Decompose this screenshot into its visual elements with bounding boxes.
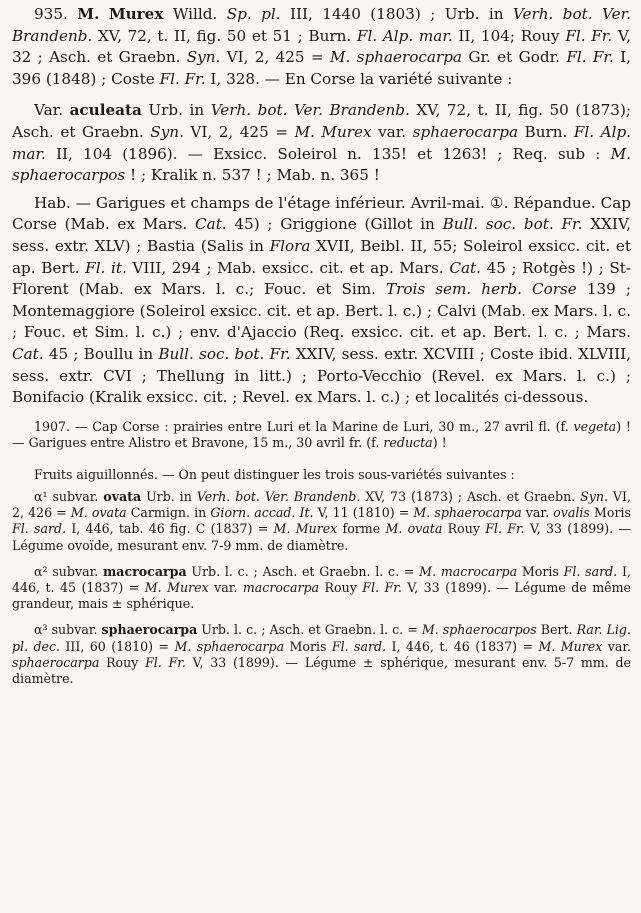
text: 1907. — Cap Corse : prairies entre Luri et la Marine de Luri, 30 m., 27 avril fl. (f. [34,418,574,434]
ref: M. macrocarpa [419,563,518,579]
ref: M. sphaerocarpa [329,48,462,67]
ref: ovalis [553,505,590,521]
ref: Flora [269,236,311,255]
entry-number: 935. [34,5,68,23]
ref: Syn. [580,488,609,504]
ref: M. Murex [144,579,209,595]
text: 45 ; Rotgès !) ; St-Florent (Mab. ex Mars. l. c.; Fouc. et Sim. [12,258,632,299]
ref: sphaerocarpa [412,122,519,141]
ref: Sp. pl. [217,5,281,23]
text: Gr. et Godr. [462,48,567,67]
text: I, 446, t. 45 (1837) = [12,563,631,595]
text: Rouy [442,521,486,537]
text: V, 33 (1899). — Légume de même grandeur, mais ± sphérique. [12,579,631,612]
ref: M. sphaerocarpa [413,505,522,521]
ref: M. ovata [385,521,443,537]
subvariety-name: macrocarpa [102,563,187,579]
text: II, 104 (1896). — Exsicc. Soleirol n. 135! et 1263! ; Req. sub : [45,144,611,163]
text: V, 33 (1899). — Légume ovoïde, mesurant env. 7-9 mm. de diamètre. [12,521,631,553]
ref: Cat. [195,215,227,234]
text: III, 1440 (1803) ; Urb. in [280,5,513,23]
ref: Fl. Fr. [566,48,614,67]
fruits-intro: Fruits aiguillonnés. — On peut distinguer les trois sous-variétés suivantes : [34,466,515,482]
ref: M. sphaerocarpos [421,622,537,638]
ref: Cat. [449,258,481,277]
text: α¹ subvar. [34,488,104,504]
authority: Willd. [172,5,218,23]
ref: Verh. bot. Ver. Brandenb. [12,5,631,45]
text: XVII, Beibl. II, 55; Soleirol exsicc. cit. et ap. Bert. [12,236,631,277]
ref: Fl. it. [85,258,127,277]
text: Urb. in [141,101,211,120]
subvariety-name: ovata [103,488,142,504]
text: Moris [517,563,564,579]
subvariety-name: sphaerocarpa [101,622,198,638]
ref: Fl. Fr. [159,69,206,88]
text: I, 446, t. 46 (1837) = [386,638,539,654]
text: α² subvar. [34,563,103,579]
text: V, 33 (1899). — Légume ± sphérique, mesurant env. 5-7 mm. de diamètre. [12,654,632,686]
text: XV, 73 (1873) ; Asch. et Graebn. [360,488,581,504]
ref: reducta [383,434,433,450]
ref: Verh. bot. Ver. Brandenb. [196,488,361,504]
text: Rouy [319,579,363,595]
ref: Syn. [150,122,184,141]
subvariety-sphaerocarpa [12,622,631,687]
text: XXIV, sess. extr. XCVIII ; Coste ibid. XLVIII, sess. extr. CVI ; Thellung in litt.) ; Porto-Vecchio (Revel. ex Mars. l. c.) ; Bonifacio (Kralik exsicc. cit. ; Revel. ex Mars. l. c.) ; et localités ci-dessous. [12,344,631,407]
text: III, 60 (1810) = [60,638,175,654]
ref: M. sphaerocarpa [174,638,285,654]
text: I, 446, tab. 46 fig. C (1837) = [66,521,274,537]
ref: M. Murex [538,638,603,654]
text: VIII, 294 ; Mab. exsicc. cit. et ap. Mars. [126,258,450,277]
ref: M. sphaerocarpos [12,144,631,185]
text: Burn. [518,122,574,141]
ref: Fl. sard. [563,563,618,579]
ref: M. Murex [294,122,372,141]
text: Moris [589,505,631,521]
text: α³ subvar. [34,622,102,638]
text: Hab. — Garigues et champs de l'étage inférieur. Avril-mai. ①. Répandue. Cap Corse (Mab. ex Mars. [12,193,631,234]
ref: M. ovata [70,505,127,521]
ref: Trois sem. herb. Corse [386,280,577,299]
text: ! ; Kralik n. 537 ! ; Mab. n. 365 ! [125,166,380,185]
text: var. [521,505,554,521]
text: forme [337,521,386,537]
ref: Fl. Alp. mar. [12,122,631,163]
ref: Fl. Fr. [362,579,402,595]
ref: sphaerocarpa [12,654,100,670]
ref: Fl. Fr. [565,26,613,45]
text: VI, 2, 425 = [220,48,330,67]
species-name: Murex [108,5,164,23]
text: VI, 2, 425 = [183,122,295,141]
ref: Fl. Fr. [485,521,525,537]
text: Urb. in [141,488,197,504]
text: 45) ; Griggione (Gillot in [226,215,443,234]
text: Carmign. in [126,505,211,521]
text: Moris [284,638,332,654]
text: var. [602,638,632,654]
text: Bert. [536,622,577,638]
text: Urb. l. c. ; Asch. et Graebn. l. c. = [197,622,422,638]
ref: Fl. Fr. [145,654,186,670]
ref: Fl. sard. [331,638,387,654]
subvariety-macrocarpa [12,564,631,613]
text: II, 104; Rouy [452,26,566,45]
text: Var. [34,101,70,120]
text: XV, 72, t. II, fig. 50 et 51 ; Burn. [92,26,357,45]
text: V, 11 (1810) = [313,505,414,521]
text: var. [208,579,243,595]
text: Rouy [99,654,146,670]
entry-935 [12,4,631,90]
ref: M. Murex [273,521,338,537]
genus-abbrev: M. [77,5,100,23]
observation-1907 [12,419,631,467]
ref: Cat. [12,344,44,363]
text: 139 ; Montemaggiore (Soleirol exsicc. cit. et ap. Bert. l. c.) ; Calvi (Mab. ex Mars. l. c. ; Fouc. et Sim. l. c.) ; env. d'Ajaccio (Req. exsicc. cit. et ap. Bert. l. c. ; Mars. [12,280,631,342]
ref: Fl. Alp. mar. [356,26,453,45]
text: 45 ; Boullu in [43,344,159,363]
text: var. [371,122,413,141]
ref: Rar. Lig. pl. dec. [12,622,631,654]
ref: Fl. sard. [12,521,67,537]
ref: Verh. bot. Ver. Brandenb. [210,101,410,120]
text: I, 328. — En Corse la variété suivante : [205,69,513,88]
text: ) ! — Garigues entre Alistro et Bravone, 15 m., 30 avril fr. (f. [12,418,631,450]
text: XXIV, sess. extr. XLV) ; Bastia (Salis in [12,215,631,255]
text: VI, 2, 426 = [12,488,632,521]
ref: macrocarpa [242,579,320,595]
ref: vegeta [573,418,617,434]
ref: Bull. soc. bot. Fr. [442,215,583,234]
text: ) ! [432,434,447,450]
subvariety-ovata [12,489,631,554]
habitat [12,193,631,409]
text: V, 32 ; Asch. et Graebn. [12,26,631,67]
ref: Syn. [186,48,221,67]
text: I, 396 (1848) ; Coste [12,48,631,88]
text: XV, 72, t. II, fig. 50 (1873); Asch. et Graebn. [12,101,631,141]
ref: Giorn. accad. It. [210,505,314,521]
variety-name: aculeata [69,101,142,120]
ref: Bull. soc. bot. Fr. [158,344,291,363]
text: Urb. l. c. ; Asch. et Graebn. l. c. = [186,563,420,579]
variety-aculeata [12,100,631,186]
